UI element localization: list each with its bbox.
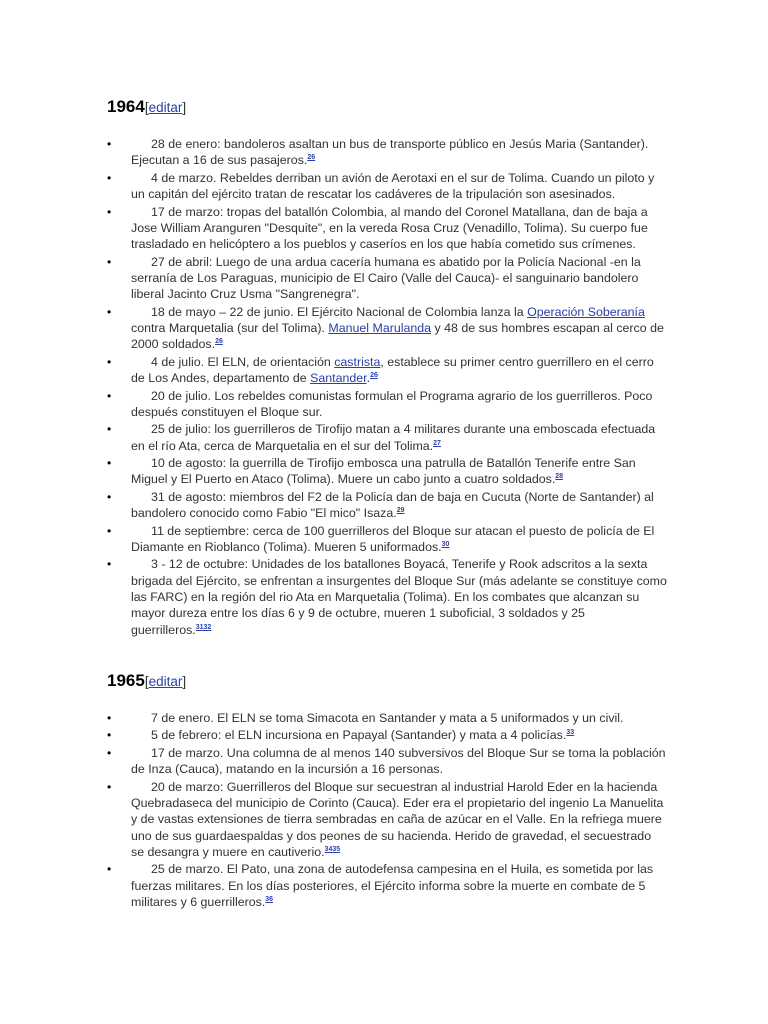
item-text: , establece su primer centro guerrillero en el cerro de Los Andes, departamento de xyxy=(131,354,654,386)
bullet-icon: • xyxy=(107,388,112,403)
list-item xyxy=(107,354,667,387)
reference-link[interactable]: 36 xyxy=(265,896,274,904)
item-text: . xyxy=(366,371,371,386)
item-text: 17 de marzo. Una columna de al menos 140 subversivos del Bloque Sur se toma la población de Inza (Cauca), matando en la incursión a 16 personas. xyxy=(131,745,666,777)
item-text: 18 de mayo – 22 de junio. El Ejército Nacional de Colombia lanza la xyxy=(151,304,528,319)
list-item xyxy=(107,254,667,303)
bullet-icon: • xyxy=(107,489,112,504)
bullet-icon: • xyxy=(107,745,112,760)
edit-link[interactable]: editar xyxy=(148,100,183,115)
edit-bracket-open: [ xyxy=(144,100,149,115)
item-text: y 48 de sus hombres escapan al cerco de 2000 soldados. xyxy=(131,321,664,352)
list-item xyxy=(107,170,667,203)
reference-link[interactable]: 29 xyxy=(396,507,405,515)
item-text: 10 de agosto: la guerrilla de Tirofijo embosca una patrulla de Batallón Tenerife entre San Miguel y El Puerto en Ataco (Tolima). Muere un cabo junto a cuatro soldados. xyxy=(131,456,636,487)
bullet-icon: • xyxy=(107,422,112,437)
bullet-icon: • xyxy=(107,254,112,269)
item-text: 4 de marzo. Rebeldes derriban un avión de Aerotaxi en el sur de Tolima. Cuando un piloto y un capitán del ejército tratan de rescatar los cadáveres de la tripulación son asesinados. xyxy=(131,170,655,202)
list-item xyxy=(107,455,667,488)
edit-link[interactable]: editar xyxy=(148,674,183,689)
item-text: 5 de febrero: el ELN incursiona en Papayal (Santander) y mata a 4 policías. xyxy=(151,728,567,743)
bullet-icon: • xyxy=(107,557,112,572)
bullet-icon: • xyxy=(107,862,112,877)
reference-link[interactable]: 26 xyxy=(215,338,223,346)
bullet-icon: • xyxy=(107,170,112,185)
reference-link[interactable]: 28 xyxy=(555,473,564,481)
reference-link[interactable]: 33 xyxy=(566,729,575,737)
bullet-icon: • xyxy=(107,456,112,471)
section-heading-1965 xyxy=(107,671,186,692)
article-link[interactable]: castrista xyxy=(334,354,381,369)
reference-link[interactable]: 26 xyxy=(307,154,316,162)
item-text: 3 - 12 de octubre: Unidades de los batallones Boyacá, Tenerife y Rook adscritos a la sexta brigada del Ejército, se enfrentan a insurgentes del Bloque Sur (más adelante se constituye como las FARC) en la región del rio Ata en Marquetalia (Tolima). En los combates que alcanzan su mayor dureza entre los días 6 y 9 de octubre, mueren 1 suboficial, 3 soldados y 25 guerrilleros. xyxy=(131,557,667,637)
reference-link[interactable]: 26 xyxy=(370,372,378,380)
reference-link[interactable]: 3435 xyxy=(324,845,341,853)
bullet-icon: • xyxy=(107,137,112,151)
list-item xyxy=(107,556,667,637)
edit-bracket-open: [ xyxy=(144,674,149,689)
bullet-icon: • xyxy=(107,304,112,319)
list-item xyxy=(107,745,667,778)
list-item xyxy=(107,136,667,169)
list-item xyxy=(107,861,667,910)
reference-link[interactable]: 27 xyxy=(433,439,441,447)
item-text: 20 de julio. Los rebeldes comunistas formulan el Programa agrario de los guerrilleros. Poco después constituyen el Bloque sur. xyxy=(131,388,653,419)
item-text: contra Marquetalia (sur del Tolima). xyxy=(131,321,329,336)
item-text: 25 de julio: los guerrilleros de Tirofijo matan a 4 militares durante una emboscada efectuada en el río Ata, cerca de Marquetalia en el sur del Tolima. xyxy=(131,422,656,453)
item-text: 7 de enero. El ELN se toma Simacota en Santander y mata a 5 uniformados y un civil. xyxy=(151,711,624,725)
item-text: 20 de marzo: Guerrilleros del Bloque sur secuestran al industrial Harold Eder en la hacienda Quebradaseca del municipio de Corinto (Cauca). Eder era el propietario del ingenio La Manuelita y de vastas extensiones de tierra sembradas en caña de azúcar en el Valle. En la refriega muere uno de sus guardaespaldas y dos peones de su hacienda. Herido de gravedad, el secuestrado se desangra y muere en cautiverio. xyxy=(131,779,664,859)
bullet-icon: • xyxy=(107,711,112,725)
event-list-1965 xyxy=(107,710,667,912)
list-item xyxy=(107,710,667,726)
item-text: 28 de enero: bandoleros asaltan un bus de transporte público en Jesús Maria (Santander). Ejecutan a 16 de sus pasajeros. xyxy=(131,137,649,168)
list-item xyxy=(107,489,667,522)
list-item xyxy=(107,523,667,556)
bullet-icon: • xyxy=(107,523,112,538)
reference-link[interactable]: 30 xyxy=(441,541,450,548)
edit-bracket-close: ] xyxy=(182,674,187,689)
list-item xyxy=(107,421,667,454)
item-text: 25 de marzo. El Pato, una zona de autodefensa campesina en el Huila, es sometida por las fuerzas militares. En los días posteriores, el Ejército informa sobre la muerte en combate de 5 militares y 6 guerrilleros. xyxy=(131,862,654,910)
article-link[interactable]: Santander xyxy=(310,371,367,386)
item-text: 4 de julio. El ELN, de orientación xyxy=(151,354,335,369)
item-text: 27 de abril: Luego de una ardua cacería humana es abatido por la Policía Nacional -en la serranía de Los Paraguas, municipio de El Cairo (Valle del Cauca)- el sanguinario bandolero liberal Jacinto Cruz Usma "Sangrenegra". xyxy=(131,254,641,302)
item-text: 17 de marzo: tropas del batallón Colombia, al mando del Coronel Matallana, dan de baja a Jose William Aranguren "Desquite", en la vereda Rosa Cruz (Venadillo, Tolima). Su cuerpo fue trasladado en helicóptero a los pueblos y caseríos en los que había cometido sus crímenes. xyxy=(131,204,648,252)
bullet-icon: • xyxy=(107,779,112,794)
list-item xyxy=(107,388,667,421)
list-item xyxy=(107,779,667,860)
reference-link[interactable]: 3132 xyxy=(195,623,212,631)
section-heading-1964 xyxy=(107,97,186,118)
bullet-icon: • xyxy=(107,354,112,369)
bullet-icon: • xyxy=(107,204,112,219)
list-item xyxy=(107,304,667,353)
item-text: 11 de septiembre: cerca de 100 guerrilleros del Bloque sur atacan el puesto de policía de El Diamante en Rioblanco (Tolima). Mueren 5 uniformados. xyxy=(131,523,655,554)
item-text: 31 de agosto: miembros del F2 de la Policía dan de baja en Cucuta (Norte de Santander) al bandolero conocido como Fabio "El mico" Isaza. xyxy=(131,489,654,521)
year-title: 1964 xyxy=(107,97,145,116)
article-link[interactable]: Manuel Marulanda xyxy=(328,321,432,336)
list-item xyxy=(107,204,667,253)
event-list-1964 xyxy=(107,136,667,639)
edit-bracket-close: ] xyxy=(182,100,187,115)
year-title: 1965 xyxy=(107,671,145,690)
bullet-icon: • xyxy=(107,728,112,743)
article-link[interactable]: Operación Soberanía xyxy=(527,304,645,319)
list-item xyxy=(107,727,667,743)
